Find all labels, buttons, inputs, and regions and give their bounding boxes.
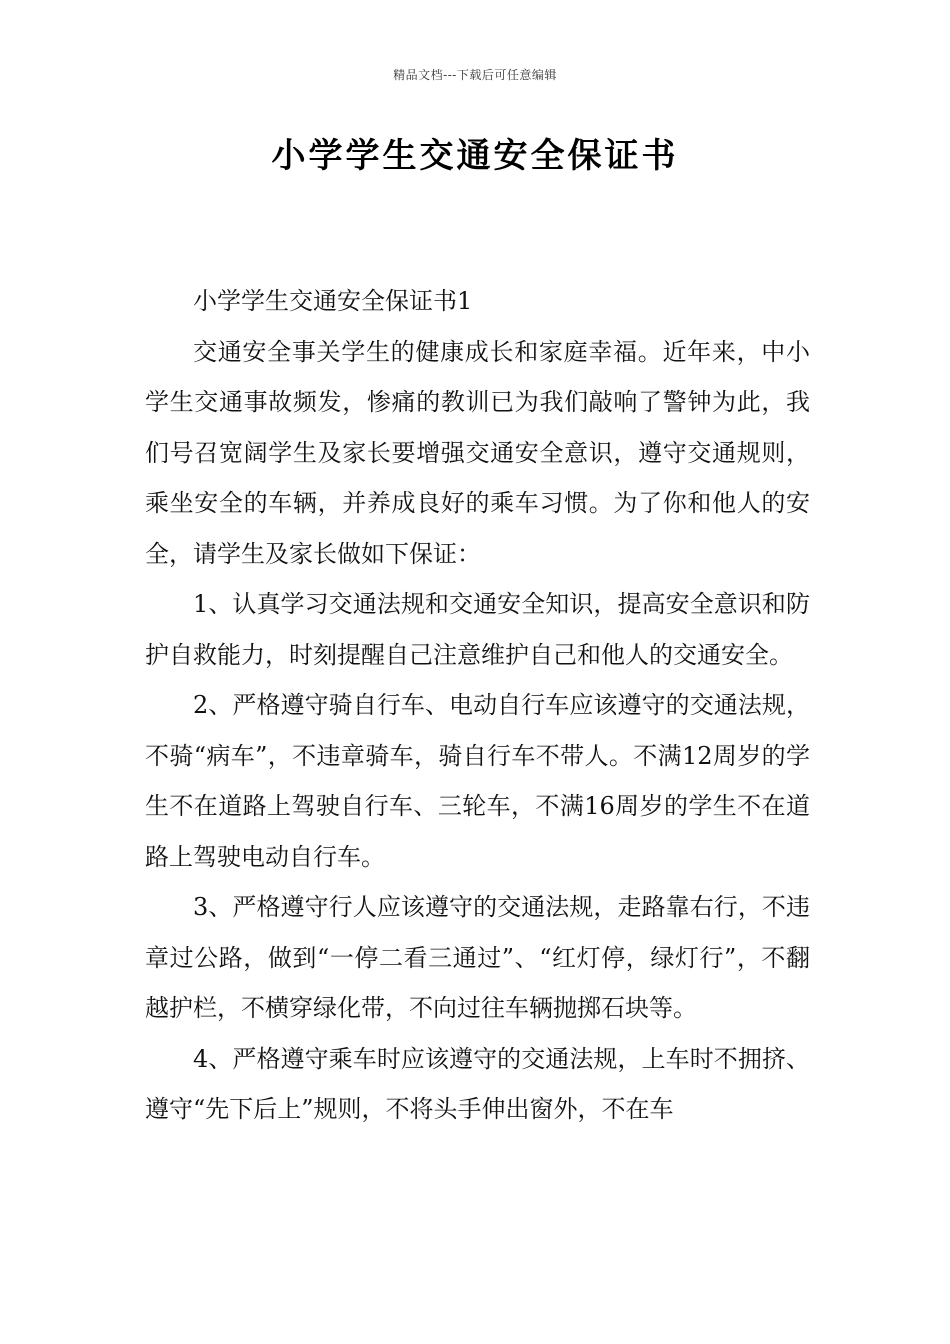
- header-note: 精品文档---下载后可任意编辑: [393, 68, 557, 82]
- paragraph-item-2: 2、严格遵守骑自行车、电动自行车应该遵守的交通法规，不骑“病车”，不违章骑车，骑自行车不带人。不满12周岁的学生不在道路上驾驶自行车、三轮车，不满16周岁的学生不在道路上驾驶电动自行车。: [145, 691, 810, 871]
- document-title: 小学学生交通安全保证书: [271, 136, 679, 176]
- paragraph-item-1: 1、认真学习交通法规和交通安全知识，提高安全意识和防护自救能力，时刻提醒自己注意维护自己和他人的交通安全。: [145, 590, 810, 669]
- section-subtitle: 小学学生交通安全保证书1: [193, 287, 473, 315]
- document-body: [145, 276, 810, 1135]
- paragraph-item-3: 3、严格遵守行人应该遵守的交通法规，走路靠右行，不违章过公路，做到“一停二看三通过”、“红灯停，绿灯行”，不翻越护栏，不横穿绿化带，不向过往车辆抛掷石块等。: [145, 893, 810, 1022]
- paragraph-item-4: 4、严格遵守乘车时应该遵守的交通法规，上车时不拥挤、遵守“先下后上”规则，不将头手伸出窗外，不在车: [145, 1044, 810, 1123]
- paragraph-intro: 交通安全事关学生的健康成长和家庭幸福。近年来，中小学生交通事故频发，惨痛的教训已为我们敲响了警钟为此，我们号召宽阔学生及家长要增强交通安全意识，遵守交通规则，乘坐安全的车辆，并养成良好的乘车习惯。为了你和他人的安全，请学生及家长做如下保证：: [145, 337, 810, 568]
